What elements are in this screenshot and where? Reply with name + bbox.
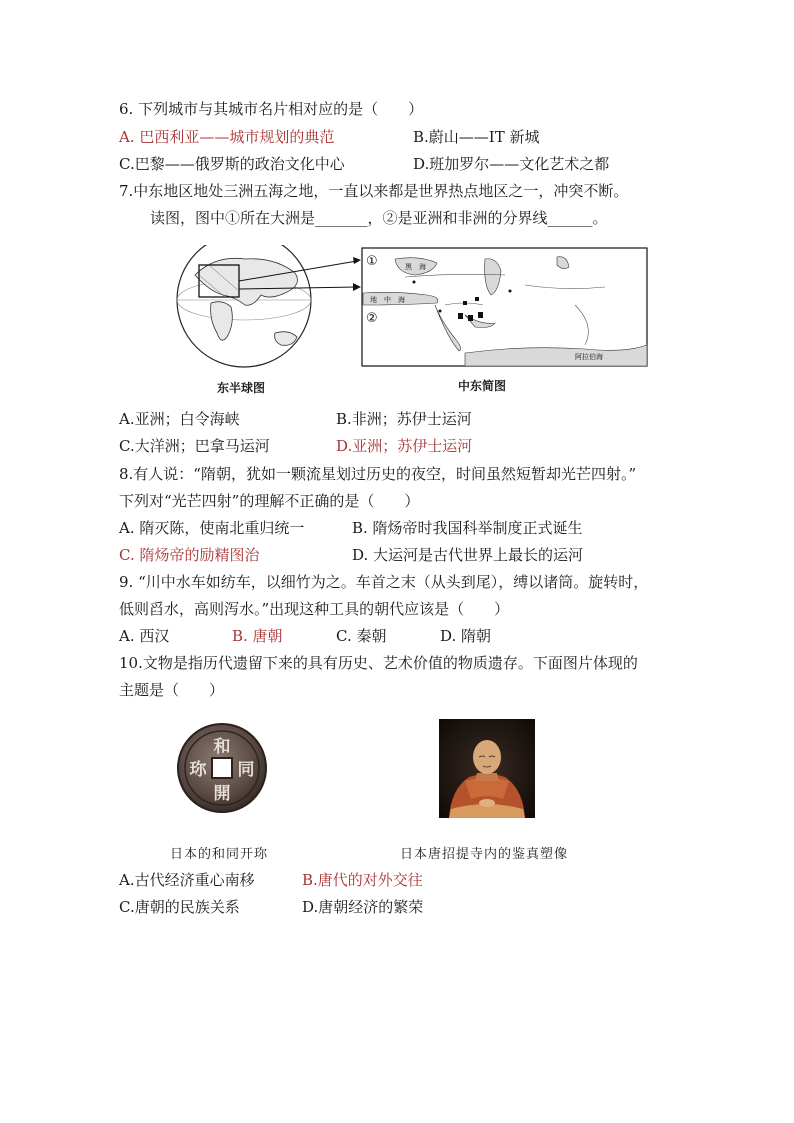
jianzhen-statue-image <box>439 719 535 818</box>
q7-option-a: A.亚洲；白令海峡 <box>119 410 240 428</box>
arabian-sea-label: 阿拉伯海 <box>575 353 603 361</box>
q9-stem: 9. “川中水车如纺车，以细竹为之。车首之末（从头到尾），缚以诸筒。旋转时， <box>119 573 649 591</box>
q10-option-d: D.唐朝经济的繁荣 <box>302 898 424 916</box>
map-label-1: ① <box>366 254 378 269</box>
map-label-2: ② <box>366 311 378 326</box>
coin-char-right: 同 <box>237 760 255 780</box>
q8-option-b: B. 隋炀帝时我国科举制度正式诞生 <box>352 519 583 537</box>
wadokaichin-coin-image <box>176 722 268 814</box>
q8-option-d: D. 大运河是古代世界上最长的运河 <box>352 546 584 564</box>
coin-char-top: 和 <box>213 737 231 757</box>
q9-option-d: D. 隋朝 <box>440 627 492 645</box>
middle-east-caption: 中东简图 <box>458 379 507 393</box>
statue-caption: 日本唐招提寺内的鉴真塑像 <box>400 847 569 862</box>
q8-stem: 8.有人说：“隋朝，犹如一颗流星划过历史的夜空，时间虽然短暂却光芒四射。” <box>119 465 637 483</box>
q6-option-d: D.班加罗尔——文化艺术之都 <box>413 155 610 173</box>
q10-option-b: B.唐代的对外交往 <box>302 871 423 889</box>
q9-option-b: B. 唐朝 <box>232 627 283 645</box>
eastern-hemisphere-map <box>177 245 311 367</box>
coin-caption: 日本的和同开珎 <box>170 847 269 862</box>
q6-option-a: A. 巴西利亚——城市规划的典范 <box>119 128 335 146</box>
q10-option-a: A.古代经济重心南移 <box>119 871 255 889</box>
mediterranean-label: 地 中 海 <box>370 296 405 304</box>
q8-option-a: A. 隋灭陈，使南北重归统一 <box>119 519 305 537</box>
q10-stem-2: 主题是（ ） <box>119 681 225 699</box>
q7-stem: 7.中东地区地处三洲五海之地，一直以来都是世界热点地区之一，冲突不断。 <box>119 182 629 200</box>
q8-option-c: C. 隋炀帝的励精图治 <box>119 546 260 564</box>
q6-stem: 6. 下列城市与其城市名片相对应的是（ ） <box>119 100 424 118</box>
coin-char-left: 珎 <box>189 760 207 780</box>
q6-option-c: C.巴黎——俄罗斯的政治文化中心 <box>119 155 345 173</box>
q7-stem-2: 读图，图中①所在大洲是_______，②是亚洲和非洲的分界线______。 <box>150 209 608 227</box>
middle-east-map <box>362 248 647 366</box>
q7-option-c: C.大洋洲；巴拿马运河 <box>119 437 270 455</box>
q9-option-c: C. 秦朝 <box>336 627 387 645</box>
q6-option-b: B.蔚山——IT 新城 <box>413 128 540 146</box>
eastern-hemisphere-caption: 东半球图 <box>217 381 266 395</box>
q7-option-b: B.非洲；苏伊士运河 <box>336 410 472 428</box>
q9-stem-2: 低则舀水，高则泻水。”出现这种工具的朝代应该是（ ） <box>119 600 510 618</box>
black-sea-label: 黑 海 <box>405 263 426 271</box>
q8-stem-2: 下列对“光芒四射”的理解不正确的是（ ） <box>119 492 420 510</box>
q10-stem: 10.文物是指历代遗留下来的具有历史、艺术价值的物质遗存。下面图片体现的 <box>119 654 638 672</box>
q7-maps-figure <box>165 245 655 375</box>
q7-option-d: D.亚洲；苏伊士运河 <box>336 437 473 455</box>
q9-option-a: A. 西汉 <box>119 627 170 645</box>
coin-char-bottom: 開 <box>213 784 231 804</box>
q10-option-c: C.唐朝的民族关系 <box>119 898 240 916</box>
